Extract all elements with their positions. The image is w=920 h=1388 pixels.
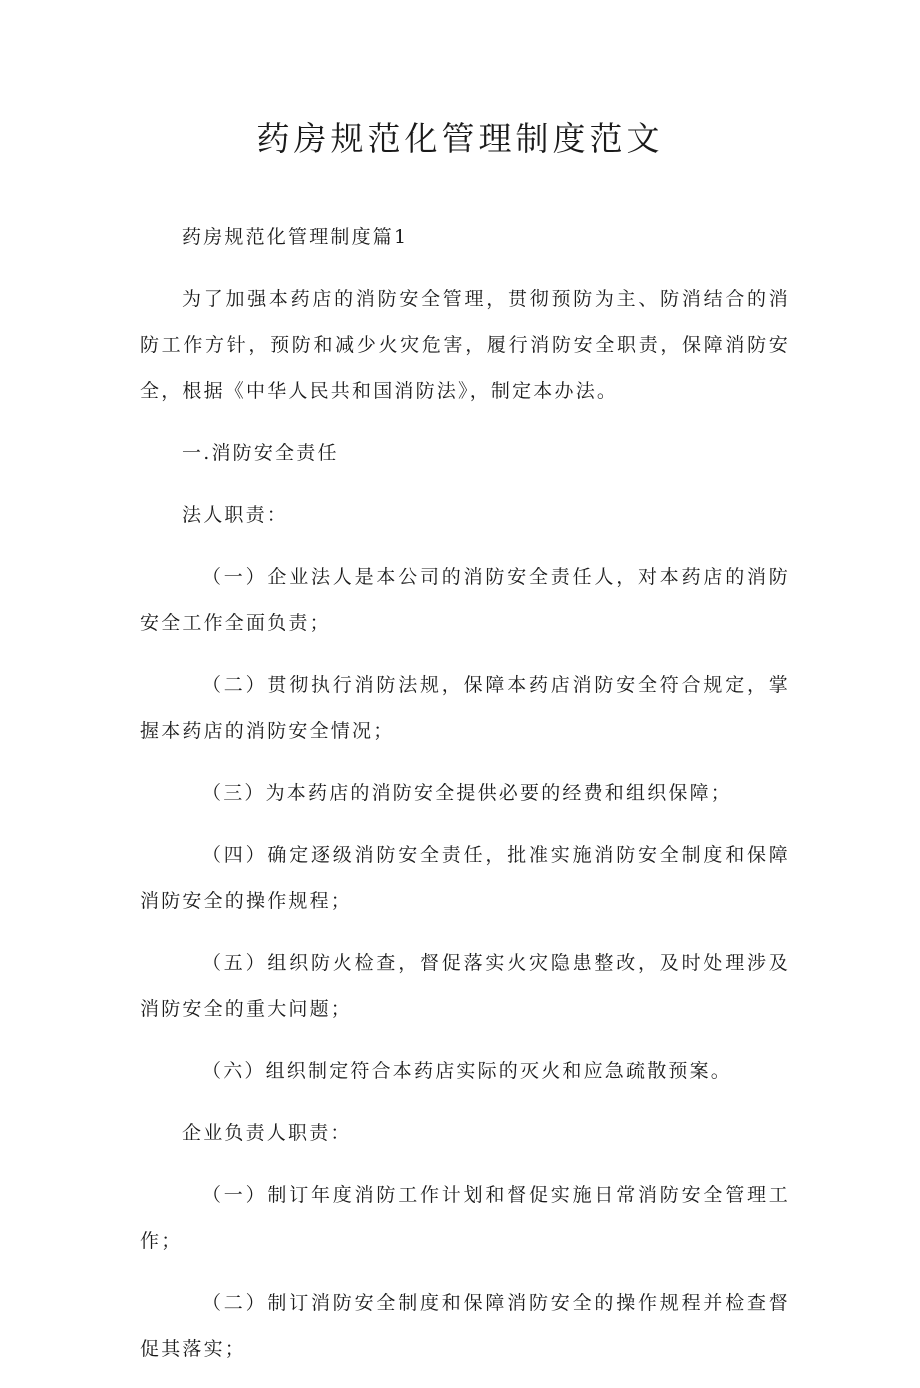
- document-body: [140, 214, 790, 1388]
- list-item: （五）组织防火检查，督促落实火灾隐患整改，及时处理涉及消防安全的重大问题；: [140, 952, 790, 1020]
- list-item: （六）组织制定符合本药店实际的灭火和应急疏散预案。: [202, 1060, 733, 1082]
- section-heading: 药房规范化管理制度篇1: [182, 226, 409, 248]
- document-title: 药房规范化管理制度范文: [256, 119, 664, 158]
- intro-paragraph: 为了加强本药店的消防安全管理，贯彻预防为主、防消结合的消防工作方针，预防和减少火灾危害，履行消防安全职责，保障消防安全，根据《中华人民共和国消防法》，制定本办法。: [140, 288, 790, 402]
- subsection-heading: 企业负责人职责：: [182, 1122, 352, 1144]
- list-item: （二）制订消防安全制度和保障消防安全的操作规程并检查督促其落实；: [140, 1292, 790, 1360]
- list-item: （四）确定逐级消防安全责任，批准实施消防安全制度和保障消防安全的操作规程；: [140, 844, 790, 912]
- list-item: （一）制订年度消防工作计划和督促实施日常消防安全管理工作；: [140, 1184, 790, 1252]
- section-heading: 一.消防安全责任: [182, 442, 339, 464]
- subsection-heading: 法人职责：: [182, 504, 289, 526]
- list-item: （二）贯彻执行消防法规，保障本药店消防安全符合规定，掌握本药店的消防安全情况；: [140, 674, 790, 742]
- list-item: （三）为本药店的消防安全提供必要的经费和组织保障；: [202, 782, 733, 804]
- list-item: （一）企业法人是本公司的消防安全责任人，对本药店的消防安全工作全面负责；: [140, 566, 790, 634]
